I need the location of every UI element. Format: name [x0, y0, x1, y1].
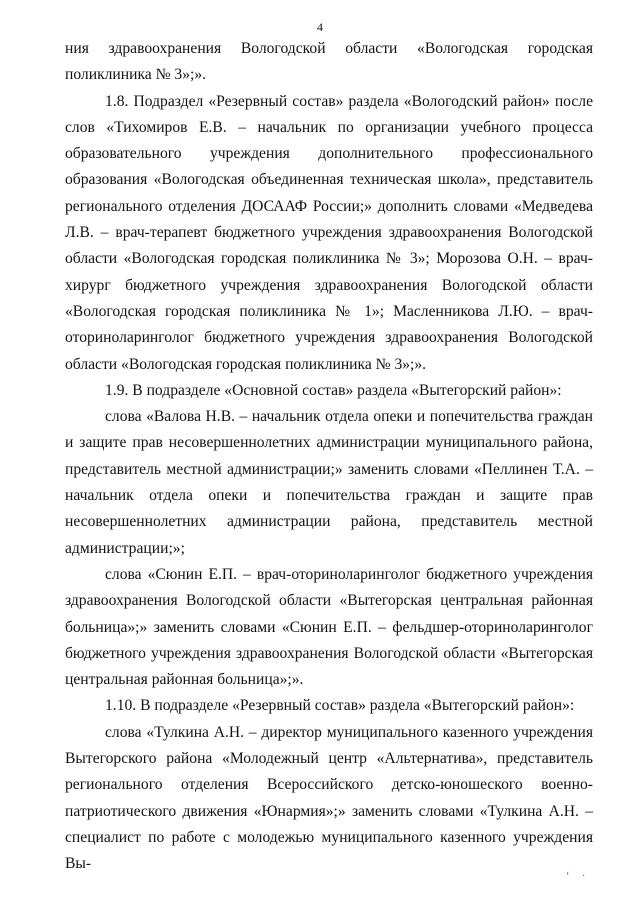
- paragraph-1-9: 1.9. В подразделе «Основной состав» раздела «Вытегорский район»:: [105, 381, 562, 399]
- scan-mark: ‘: [566, 871, 570, 882]
- document-body: [65, 36, 593, 878]
- paragraph-tulkina: слова «Тулкина А.Н. – директор муниципального казенного учреждения Вытегорского района «Молодежный центр «Альтернатива», представитель регионального отделения Всероссийского детско-юношеского военно-патриотического движения «Юнармия»;» заменить словами «Тулкина А.Н. – специалист по работе с молодежью муниципального казенного учреждения Вы-: [65, 723, 593, 873]
- scan-mark: ·: [582, 871, 586, 882]
- paragraph-1-10: 1.10. В подразделе «Резервный состав» раздела «Вытегорский район»:: [105, 697, 575, 715]
- paragraph-syunin: слова «Сюнин Е.П. – врач-оториноларинголог бюджетного учреждения здравоохранения Вологодской области «Вытегорская центральная районная больница»;» заменить словами «Сюнин Е.П. – фельдшер-оториноларинголог бюджетного учреждения здравоохранения Вологодской области «Вытегорская центральная районная больница»;».: [65, 565, 593, 689]
- paragraph-1-8: 1.8. Подраздел «Резервный состав» раздела «Вологодский район» после слов «Тихомиров Е.В. – начальник по организации учебного процесса образовательного учреждения дополнительного профессионального образования «Вологодская объединенная техническая школа», представитель регионального отделения ДОСААФ России;» дополнить словами «Медведева Л.В. – врач-терапевт бюджетного учреждения здравоохранения Вологодской области «Вологодская городская поликлиника № 3»; Морозова О.Н. – врач-хирург бюджетного учреждения здравоохранения Вологодской области «Вологодская городская поликлиника № 1»; Масленникова Л.Ю. – врач-оториноларинголог бюджетного учреждения здравоохранения Вологодской области «Вологодская городская поликлиника № 3»;».: [65, 92, 593, 373]
- paragraph-valova: слова «Валова Н.В. – начальник отдела опеки и попечительства граждан и защите прав несовершеннолетних администрации муниципального района, представитель местной администрации;» заменить словами «Пеллинен Т.А. – начальник отдела опеки и попечительства граждан и защите прав несовершеннолетних администрации района, представитель местной администрации;»;: [65, 408, 593, 557]
- paragraph-continuation: ния здравоохранения Вологодской области «Вологодская городская поликлиника № 3»;».: [65, 40, 593, 84]
- page-number: 4: [317, 20, 323, 34]
